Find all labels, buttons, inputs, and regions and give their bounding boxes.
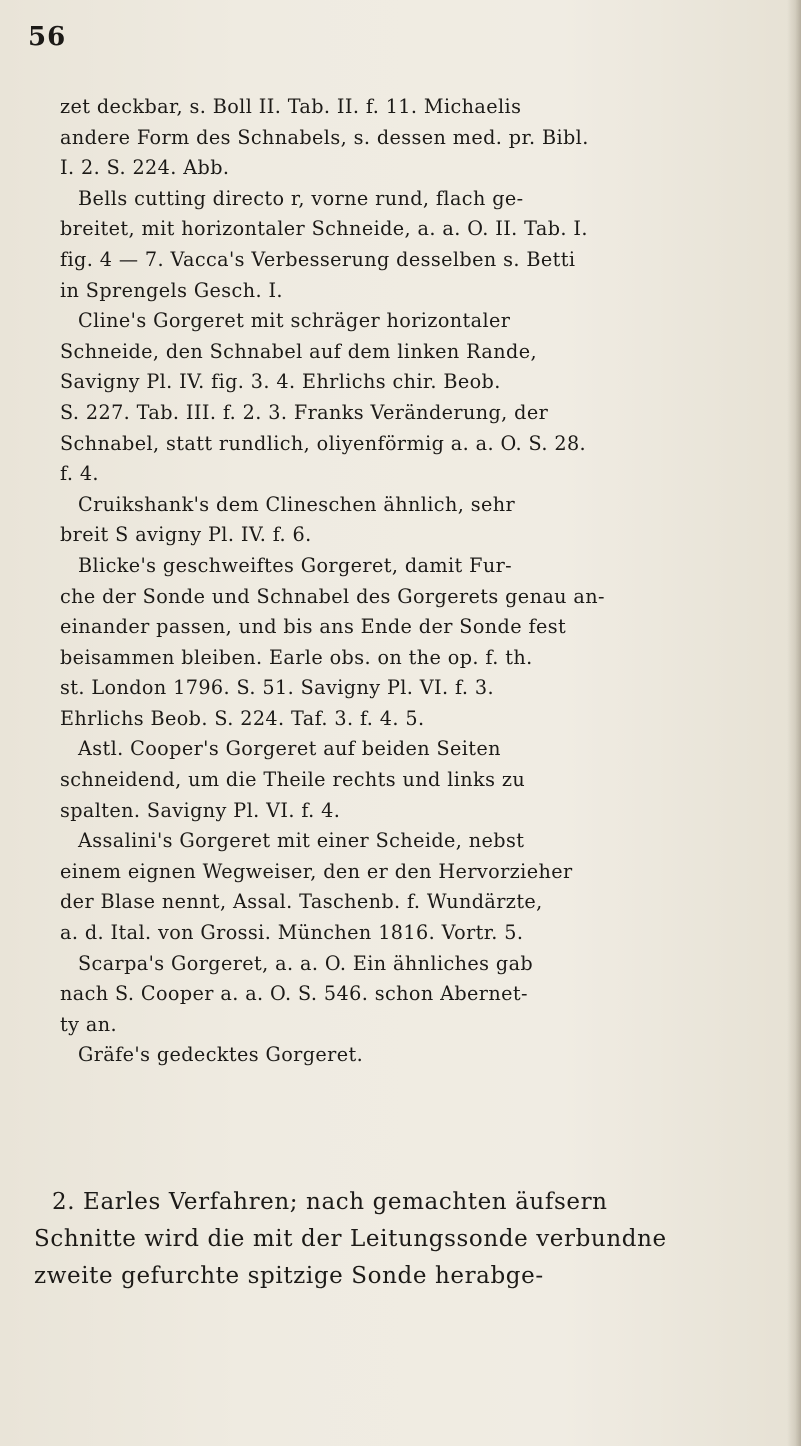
text-line: st. London 1796. S. 51. Savigny Pl. VI. f. 3. (60, 676, 494, 700)
text-line: f. 4. (60, 462, 99, 486)
text-line: einander passen, und bis ans Ende der Sonde fest (60, 615, 567, 639)
text-line: andere Form des Schnabels, s. dessen med. pr. Bibl. (60, 125, 589, 149)
text-line: Schneide, den Schnabel auf dem linken Rande, (60, 339, 537, 363)
text-line: S. 227. Tab. III. f. 2. 3. Franks Veränderung, der (60, 400, 549, 424)
text-line: Astl. Cooper's Gorgeret auf beiden Seiten (78, 737, 501, 761)
text-line: fig. 4 — 7. Vacca's Verbesserung desselben s. Betti (60, 247, 576, 271)
text-line: ty an. (60, 1012, 117, 1036)
text-line: Gräfe's gedecktes Gorgeret. (78, 1043, 364, 1067)
text-line: Schnabel, statt rundlich, oliyenförmig a. a. O. S. 28. (60, 431, 587, 455)
text-line: zet deckbar, s. Boll II. Tab. II. f. 11. Michaelis (60, 95, 522, 118)
text-line: breit S avigny Pl. IV. f. 6. (60, 523, 312, 547)
text-line: beisammen bleiben. Earle obs. on the op. f. th. (60, 645, 533, 669)
text-line: Bells cutting directo r, vorne rund, flach ge- (78, 186, 524, 210)
section-line: zweite gefurchte spitzige Sonde herabge- (34, 1263, 544, 1289)
text-line: in Sprengels Gesch. I. (60, 278, 283, 302)
text-line: Cruikshank's dem Clineschen ähnlich, sehr (78, 492, 516, 516)
text-line: einem eignen Wegweiser, den er den Hervorzieher (60, 859, 573, 883)
text-line: Blicke's geschweiftes Gorgeret, damit Fur- (78, 553, 513, 577)
section-2-text (34, 1184, 774, 1295)
text-line: Assalini's Gorgeret mit einer Scheide, nebst (78, 829, 525, 853)
text-line: a. d. Ital. von Grossi. München 1816. Vortr. 5. (60, 921, 524, 945)
text-line: schneidend, um die Theile rechts und links zu (60, 768, 526, 792)
page-edge-shadow (787, 0, 801, 1446)
section-line: 2. Earles Verfahren; nach gemachten äufsern (52, 1189, 608, 1215)
text-line: Scarpa's Gorgeret, a. a. O. Ein ähnliches gab (78, 951, 534, 975)
text-line: Cline's Gorgeret mit schräger horizontaler (78, 309, 511, 333)
text-line: I. 2. S. 224. Abb. (60, 156, 230, 180)
text-line: Savigny Pl. IV. fig. 3. 4. Ehrlichs chir. Beob. (60, 370, 501, 394)
text-line: breitet, mit horizontaler Schneide, a. a. O. II. Tab. I. (60, 217, 588, 241)
page-number: 56 (28, 22, 67, 52)
text-line: Ehrlichs Beob. S. 224. Taf. 3. f. 4. 5. (60, 706, 425, 730)
text-line: nach S. Cooper a. a. O. S. 546. schon Abernet- (60, 982, 528, 1006)
text-line: der Blase nennt, Assal. Taschenb. f. Wundärzte, (60, 890, 543, 914)
text-line: spalten. Savigny Pl. VI. f. 4. (60, 798, 341, 822)
body-text (60, 92, 762, 1071)
text-line: che der Sonde und Schnabel des Gorgerets genau an- (60, 584, 605, 608)
section-line: Schnitte wird die mit der Leitungssonde verbundne (34, 1226, 667, 1252)
